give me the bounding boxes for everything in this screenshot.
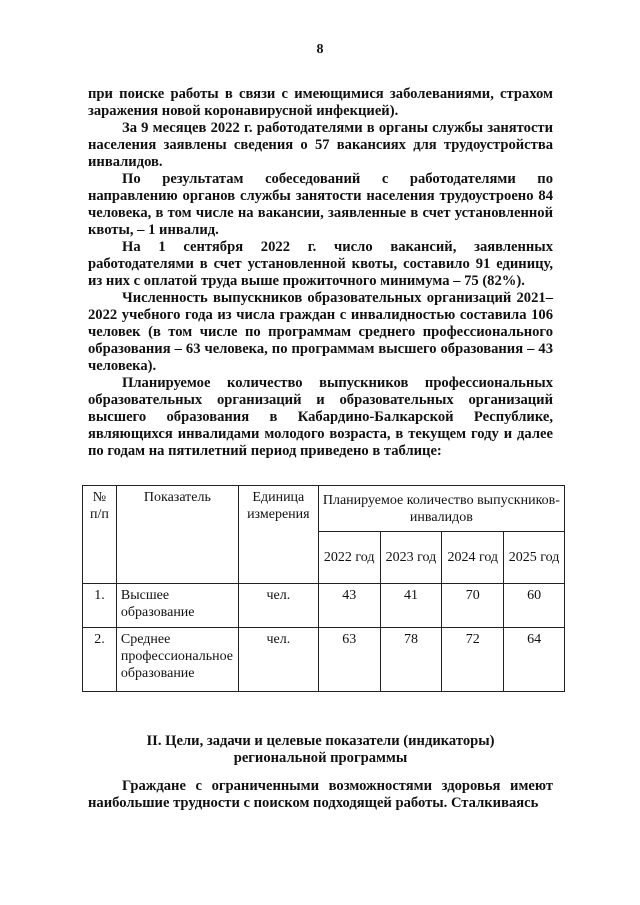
row-value: 63 [318,628,380,692]
graduates-table [82,485,565,692]
header-year: 2024 год [442,532,504,584]
paragraph-quota: На 1 сентября 2022 г. число вакансий, заявленных работодателями в счет установленной квоты, составило 91 единицу, из них с оплатой труда выше прожиточного минимума – 75 (82%). [88,239,553,289]
paragraph-continuation: при поиске работы в связи с имеющимися заболеваниями, страхом заражения новой коронавирусной инфекцией). [88,86,553,119]
header-year: 2022 год [318,532,380,584]
section-title-line: региональной программы [233,750,408,766]
paragraph-vacancies: За 9 месяцев 2022 г. работодателями в органы службы занятости населения заявлены сведения о 57 вакансиях для трудоустройства инвалидов. [88,120,553,170]
closing-text [88,778,553,812]
row-value: 41 [380,584,442,628]
table-row [83,584,565,628]
paragraph-interviews: По результатам собеседований с работодателями по направлению органов службы занятости населения трудоустроено 84 человека, в том числе на вакансии, заявленные в счет установленной квоты, – 1 инвалид. [88,171,553,238]
row-indicator: Высшее образование [116,584,238,628]
paragraph-graduates: Численность выпускников образовательных организаций 2021–2022 учебного года из числа граждан с инвалидностью составила 106 человек (в том числе по программам среднего профессионального образования – 63 человека, по программам высшего образования – 43 человека). [88,290,553,374]
header-planned: Планируемое количество выпускников-инвалидов [318,486,564,532]
header-year: 2025 год [504,532,565,584]
row-value: 43 [318,584,380,628]
row-unit: чел. [238,628,318,692]
row-value: 70 [442,584,504,628]
page-number: 8 [316,42,324,57]
section-title-line: II. Цели, задачи и целевые показатели (индикаторы) [146,733,495,749]
section-title [88,733,553,767]
row-value: 60 [504,584,565,628]
row-value: 64 [504,628,565,692]
header-unit: Единица измерения [238,486,318,584]
paragraph-planned: Планируемое количество выпускников профессиональных образовательных организаций и образовательных организаций высшего образования в Кабардино-Балкарской Республике, являющихся инвалидами молодого возраста, в текущем году и далее по годам на пятилетний период приведено в таблице: [88,375,553,459]
header-year: 2023 год [380,532,442,584]
row-num: 2. [83,628,117,692]
row-indicator: Среднее профессиональное образование [116,628,238,692]
row-value: 78 [380,628,442,692]
header-num: № п/п [83,486,117,584]
header-indicator: Показатель [116,486,238,584]
body-text [88,86,553,460]
paragraph-closing: Граждане с ограниченными возможностями здоровья имеют наибольшие трудности с поиском подходящей работы. Сталкиваясь [88,778,553,811]
row-num: 1. [83,584,117,628]
row-value: 72 [442,628,504,692]
row-unit: чел. [238,584,318,628]
table-row [83,628,565,692]
